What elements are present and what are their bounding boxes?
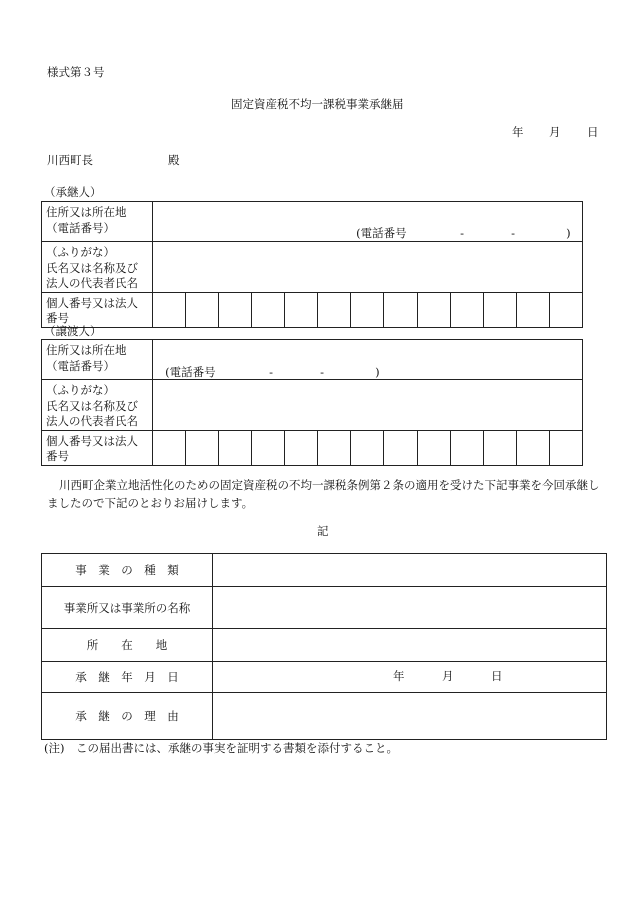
office-name-field[interactable] — [213, 587, 607, 629]
succession-date-month: 月 — [442, 669, 454, 683]
page-title: 固定資産税不均一課税事業承継届 — [231, 97, 404, 111]
succession-reason-label: 承 継 の 理 由 — [42, 693, 213, 740]
date-year: 年 — [512, 125, 524, 139]
number-digit-cell[interactable] — [219, 292, 252, 327]
number-digit-cell[interactable] — [252, 430, 285, 465]
number-digit-cell[interactable] — [384, 292, 417, 327]
transferor-table — [41, 339, 583, 466]
number-digit-cell[interactable] — [417, 292, 450, 327]
succession-date-day: 日 — [491, 669, 503, 683]
number-digit-cell[interactable] — [483, 430, 516, 465]
number-digit-cell[interactable] — [219, 430, 252, 465]
body-paragraph: 川西町企業立地活性化のための固定資産税の不均一課税条例第２条の適用を受けた下記事業を今回承継しましたので下記のとおりお届けします。 — [47, 478, 600, 510]
successor-table — [41, 201, 583, 328]
number-digit-cell[interactable] — [351, 292, 384, 327]
number-digit-cell[interactable] — [318, 430, 351, 465]
number-digit-cell[interactable] — [153, 430, 186, 465]
number-digit-cell[interactable] — [450, 430, 483, 465]
form-number: 様式第３号 — [47, 65, 105, 79]
successor-name-field[interactable] — [153, 242, 583, 293]
successor-section-label: （承継人） — [44, 185, 102, 199]
transferor-section-label: （譲渡人） — [44, 324, 102, 338]
succession-date-year: 年 — [393, 669, 405, 683]
number-digit-cell[interactable] — [549, 430, 582, 465]
number-digit-cell[interactable] — [153, 292, 186, 327]
succession-date-field[interactable] — [213, 662, 607, 693]
number-digit-cell[interactable] — [252, 292, 285, 327]
transferor-number-label: 個人番号又は法人 番号 — [42, 430, 153, 465]
number-digit-cell[interactable] — [318, 292, 351, 327]
date-day: 日 — [587, 125, 599, 139]
number-digit-cell[interactable] — [285, 430, 318, 465]
note: (注) この届出書には、承継の事実を証明する書類を添付すること。 — [44, 741, 398, 755]
number-digit-cell[interactable] — [450, 292, 483, 327]
recipient-honorific: 殿 — [168, 153, 180, 167]
office-name-label: 事業所又は事業所の名称 — [42, 587, 213, 629]
location-label: 所 在 地 — [42, 629, 213, 662]
number-digit-cell[interactable] — [516, 292, 549, 327]
number-digit-cell[interactable] — [549, 292, 582, 327]
successor-name-label: （ふりがな） 氏名又は名称及び 法人の代表者氏名 — [42, 242, 153, 293]
number-digit-cell[interactable] — [285, 292, 318, 327]
number-digit-cell[interactable] — [186, 292, 219, 327]
succession-reason-field[interactable] — [213, 693, 607, 740]
successor-address-field[interactable] — [153, 202, 583, 242]
succession-date-label: 承 継 年 月 日 — [42, 662, 213, 693]
number-digit-cell[interactable] — [483, 292, 516, 327]
transferor-name-label: （ふりがな） 氏名又は名称及び 法人の代表者氏名 — [42, 380, 153, 431]
ki-heading: 記 — [317, 524, 329, 538]
recipient-name: 川西町長 — [47, 153, 93, 167]
number-digit-cell[interactable] — [516, 430, 549, 465]
number-digit-cell[interactable] — [351, 430, 384, 465]
successor-address-label: 住所又は所在地 （電話番号） — [42, 202, 153, 242]
number-digit-cell[interactable] — [384, 430, 417, 465]
date-month: 月 — [549, 125, 561, 139]
number-digit-cell[interactable] — [417, 430, 450, 465]
details-table — [41, 553, 607, 740]
transferor-name-field[interactable] — [153, 380, 583, 431]
transferor-address-label: 住所又は所在地 （電話番号） — [42, 340, 153, 380]
location-field[interactable] — [213, 629, 607, 662]
transferor-phone: (電話番号 - - ) — [165, 365, 380, 379]
business-type-label: 事 業 の 種 類 — [42, 554, 213, 587]
number-digit-cell[interactable] — [186, 430, 219, 465]
business-type-field[interactable] — [213, 554, 607, 587]
successor-number-label: 個人番号又は法人 番号 — [42, 292, 153, 327]
successor-phone: (電話番号 - - ) — [356, 226, 571, 240]
transferor-address-field[interactable] — [153, 340, 583, 380]
